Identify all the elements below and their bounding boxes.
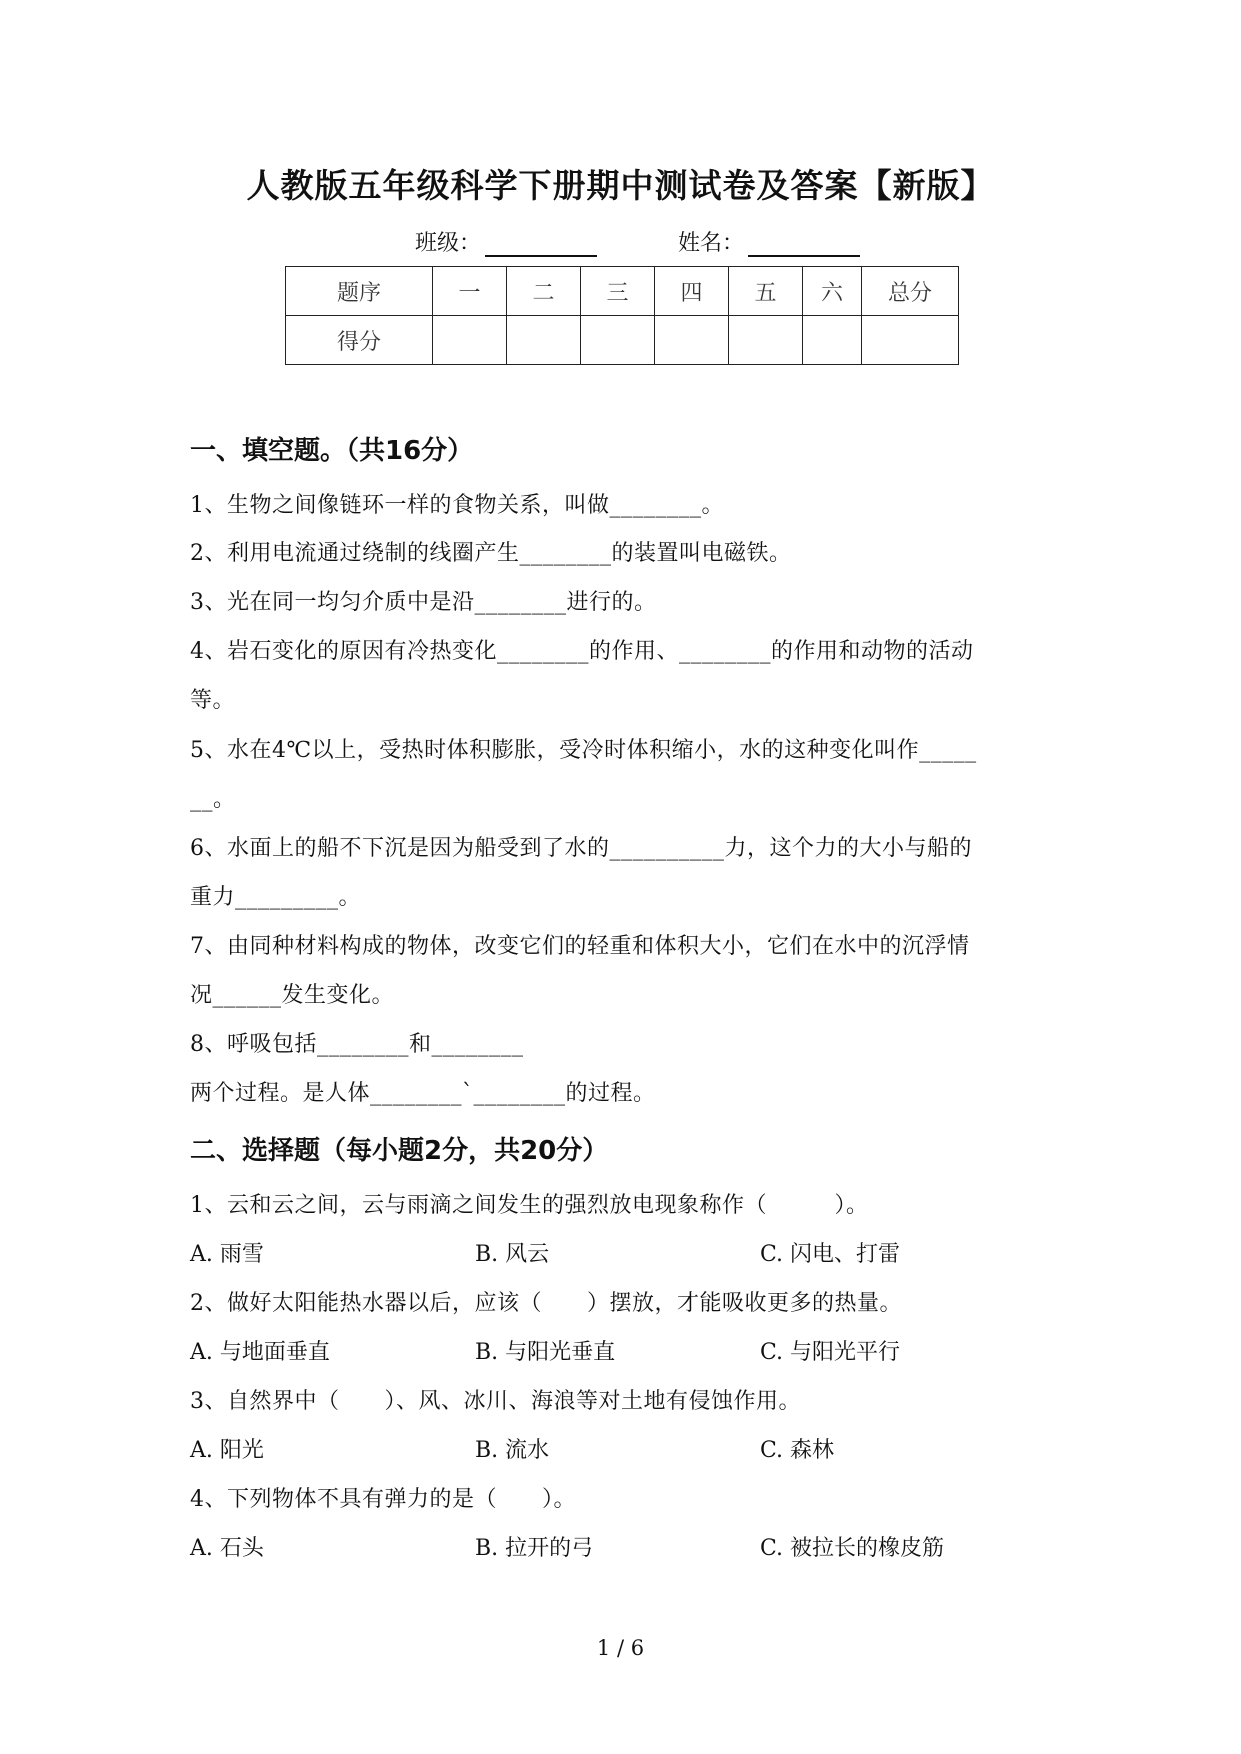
- fill-blank-line: 等。: [190, 688, 236, 713]
- document-title: 人教版五年级科学下册期中测试卷及答案【新版】: [246, 166, 995, 205]
- option-c[interactable]: C. 与阳光平行: [760, 1340, 901, 1365]
- score-header-cell: 五: [729, 267, 803, 316]
- option-c[interactable]: C. 被拉长的橡皮筋: [760, 1536, 945, 1561]
- fill-blank-line: 5、水在4℃以上，受热时体积膨胀，受冷时体积缩小，水的这种变化叫作_____: [190, 738, 977, 763]
- score-header-cell: 四: [655, 267, 729, 316]
- option-a[interactable]: A. 与地面垂直: [190, 1340, 330, 1365]
- option-a[interactable]: A. 阳光: [190, 1438, 264, 1463]
- choice-options: [190, 1531, 1090, 1561]
- fill-blank-line: 2、利用电流通过绕制的线圈产生________的装置叫电磁铁。: [190, 541, 792, 566]
- score-header-cell: 题序: [286, 267, 433, 316]
- choice-question: 3、自然界中（ ）、风、冰川、海浪等对土地有侵蚀作用。: [190, 1389, 801, 1414]
- name-field: [678, 226, 860, 257]
- name-label: 姓名：: [678, 231, 745, 256]
- section-heading-fill-blank: 一、填空题。（共16分）: [190, 436, 474, 466]
- score-header-cell: 一: [433, 267, 507, 316]
- fill-blank-line: 4、岩石变化的原因有冷热变化________的作用、________的作用和动物的活动: [190, 639, 974, 664]
- name-blank[interactable]: [748, 233, 860, 257]
- fill-blank-line: 7、由同种材料构成的物体，改变它们的轻重和体积大小，它们在水中的沉浮情: [190, 934, 970, 959]
- option-b[interactable]: B. 拉开的弓: [475, 1536, 594, 1561]
- fill-blank-line: __。: [190, 787, 236, 812]
- score-cell[interactable]: [507, 316, 581, 365]
- choice-question: 1、云和云之间，云与雨滴之间发生的强烈放电现象称作（ ）。: [190, 1193, 869, 1218]
- score-cell[interactable]: [803, 316, 862, 365]
- choice-question: 4、下列物体不具有弹力的是（ ）。: [190, 1487, 576, 1512]
- option-a[interactable]: A. 雨雪: [190, 1242, 264, 1267]
- option-c[interactable]: C. 闪电、打雷: [760, 1242, 901, 1267]
- fill-blank-line: 重力_________。: [190, 885, 362, 910]
- page-number: 1 / 6: [596, 1636, 645, 1660]
- score-cell[interactable]: [655, 316, 729, 365]
- fill-blank-line: 8、呼吸包括________和________: [190, 1032, 524, 1057]
- choice-question: 2、做好太阳能热水器以后，应该（ ）摆放，才能吸收更多的热量。: [190, 1291, 902, 1316]
- option-a[interactable]: A. 石头: [190, 1536, 264, 1561]
- score-cell[interactable]: [862, 316, 959, 365]
- score-cell[interactable]: [729, 316, 803, 365]
- score-cell[interactable]: [581, 316, 655, 365]
- score-table: [285, 266, 959, 365]
- option-b[interactable]: B. 与阳光垂直: [475, 1340, 616, 1365]
- section-heading-multiple-choice: 二、选择题（每小题2分，共20分）: [190, 1136, 609, 1166]
- fill-blank-line: 况______发生变化。: [190, 983, 395, 1008]
- option-c[interactable]: C. 森林: [760, 1438, 835, 1463]
- fill-blank-line: 两个过程。是人体________`________的过程。: [190, 1081, 656, 1106]
- score-table-header-row: [286, 267, 959, 316]
- fill-blank-line: 1、生物之间像链环一样的食物关系，叫做________。: [190, 493, 724, 518]
- option-b[interactable]: B. 流水: [475, 1438, 550, 1463]
- class-label: 班级：: [415, 231, 482, 256]
- option-b[interactable]: B. 风云: [475, 1242, 550, 1267]
- score-header-cell: 总分: [862, 267, 959, 316]
- fill-blank-line: 3、光在同一均匀介质中是沿________进行的。: [190, 590, 657, 615]
- score-header-cell: 三: [581, 267, 655, 316]
- choice-options: [190, 1433, 1090, 1463]
- class-blank[interactable]: [485, 233, 597, 257]
- score-cell[interactable]: [433, 316, 507, 365]
- choice-options: [190, 1335, 1090, 1365]
- choice-options: [190, 1237, 1090, 1267]
- fill-blank-line: 6、水面上的船不下沉是因为船受到了水的__________力，这个力的大小与船的: [190, 836, 972, 861]
- score-row-label: 得分: [286, 316, 433, 365]
- score-header-cell: 二: [507, 267, 581, 316]
- score-header-cell: 六: [803, 267, 862, 316]
- class-field: [415, 226, 597, 257]
- score-table-score-row: [286, 316, 959, 365]
